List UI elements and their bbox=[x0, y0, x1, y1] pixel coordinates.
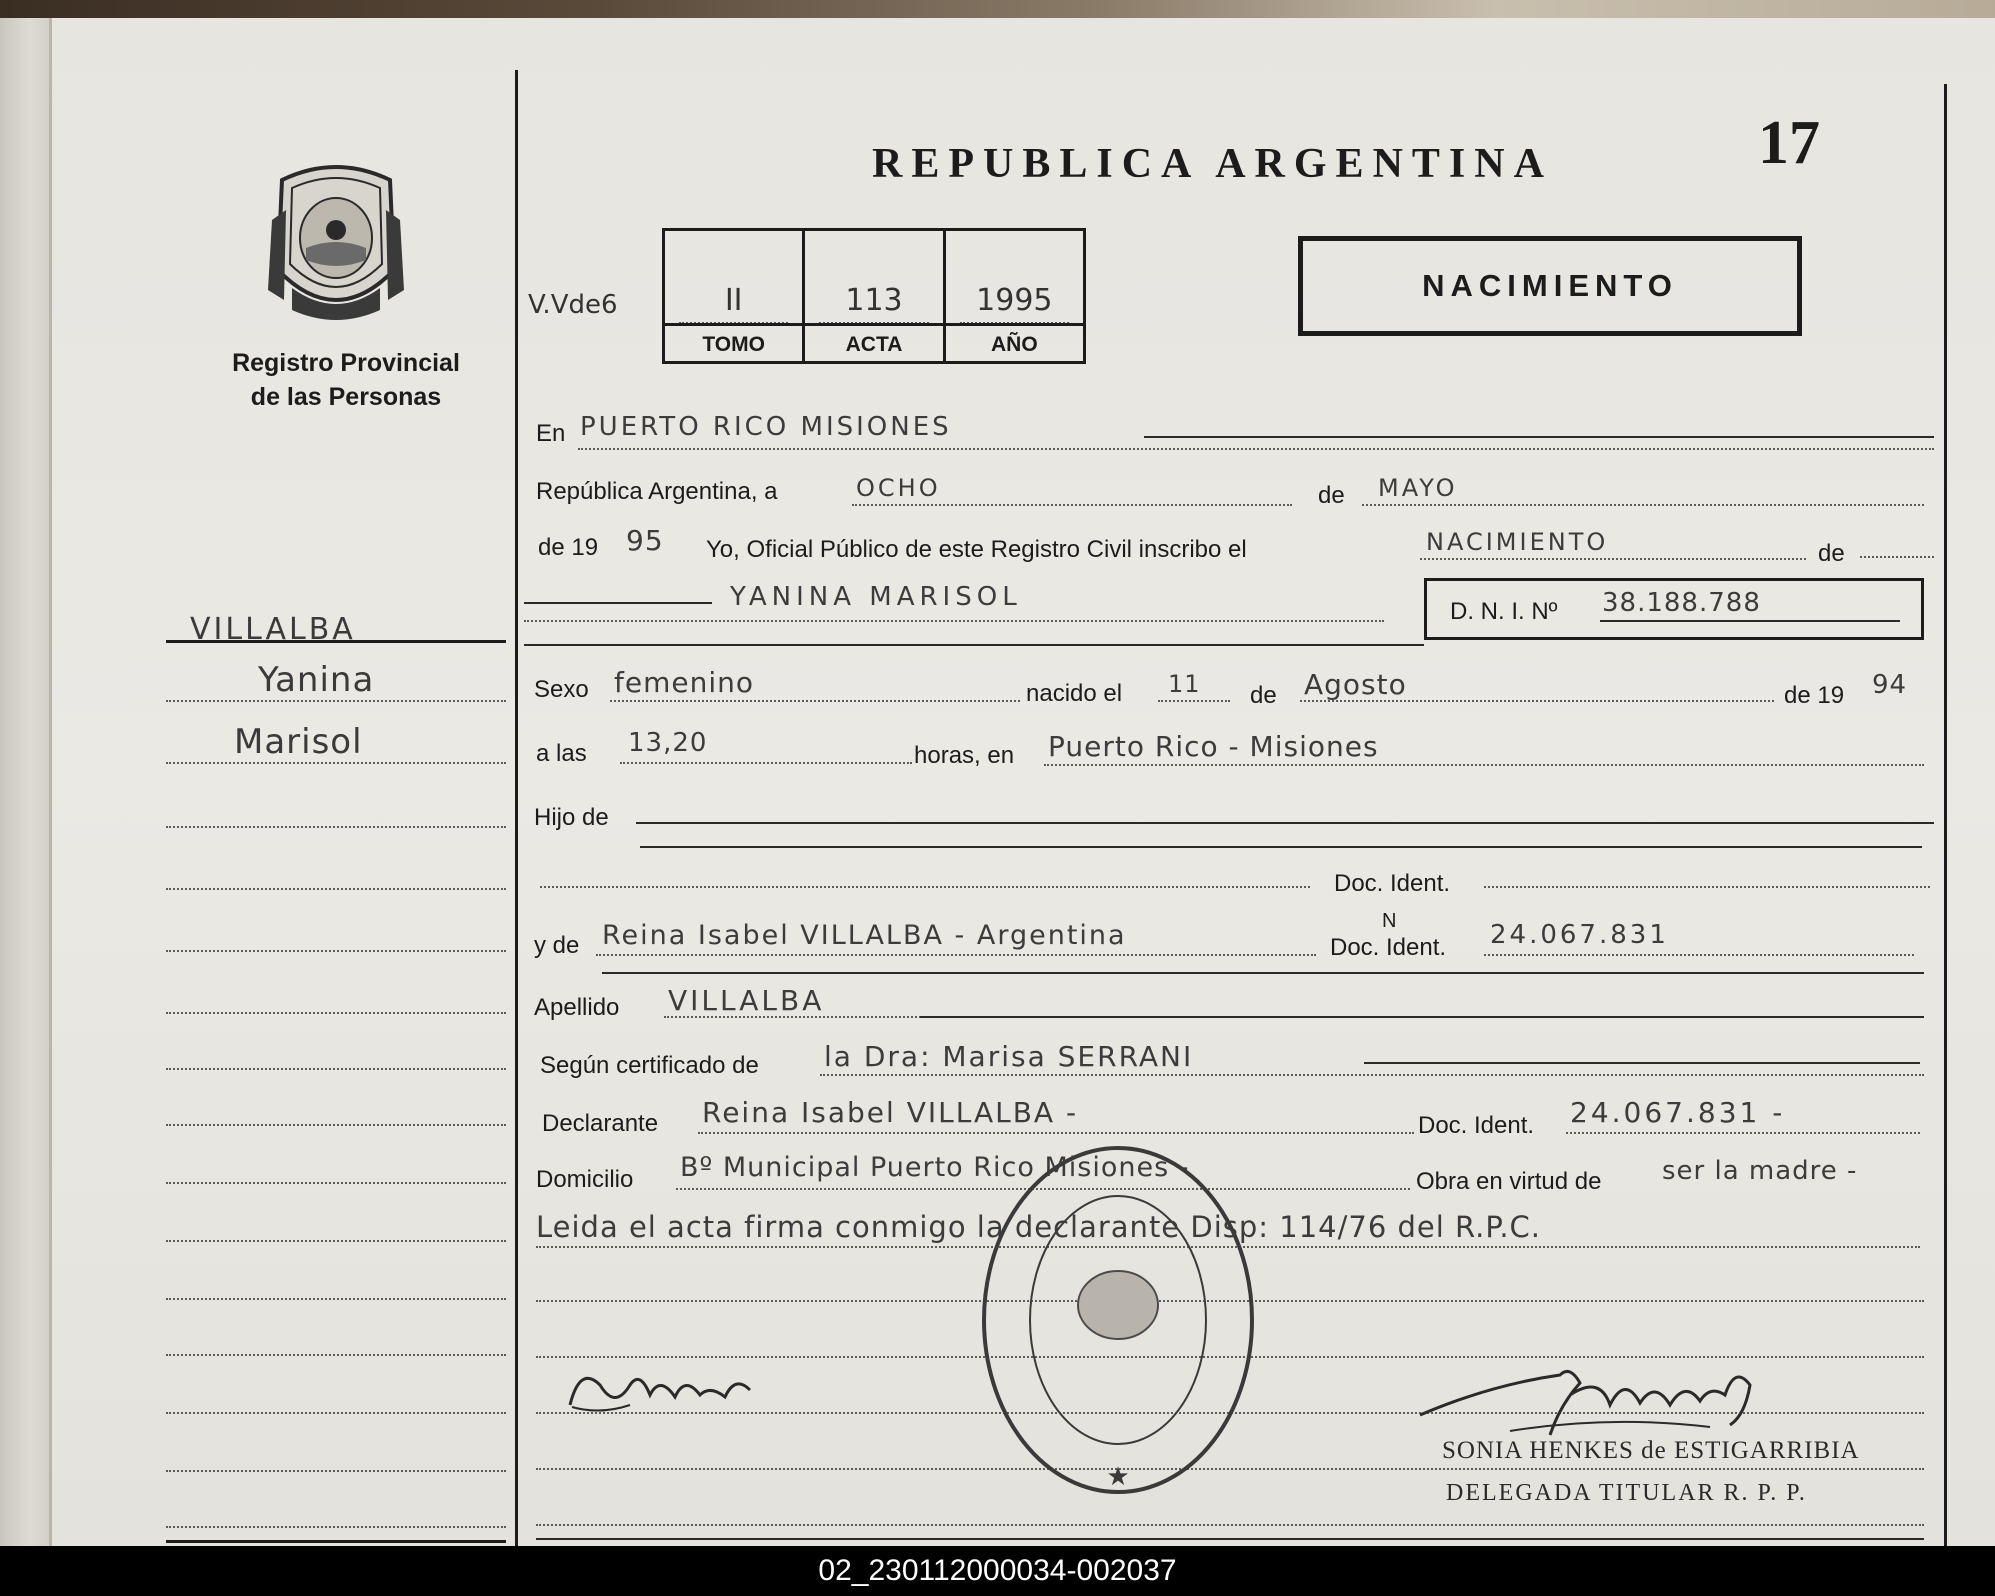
line bbox=[536, 1538, 1924, 1540]
place-value: PUERTO RICO MISIONES bbox=[580, 412, 952, 442]
declarant-signature bbox=[560, 1355, 760, 1430]
domicilio-value: Bº Municipal Puerto Rico Misiones - bbox=[680, 1152, 1190, 1183]
nacido-label: nacido el bbox=[1026, 680, 1123, 707]
birth-time: 13,20 bbox=[628, 728, 708, 758]
ano-value: 1995 bbox=[946, 283, 1083, 318]
de-label: de bbox=[1318, 482, 1345, 509]
registry-name-line2: de las Personas bbox=[250, 383, 442, 411]
declarante-label: Declarante bbox=[542, 1110, 659, 1137]
line bbox=[1044, 764, 1924, 766]
year-prefix: de 19 bbox=[538, 534, 599, 561]
line bbox=[1420, 558, 1806, 560]
declarante-value: Reina Isabel VILLALBA - bbox=[702, 1096, 1079, 1129]
republica-label: República Argentina, a bbox=[536, 478, 778, 505]
official-name: SONIA HENKES de ESTIGARRIBIA bbox=[1442, 1437, 1860, 1464]
line bbox=[610, 700, 1020, 702]
line bbox=[1566, 1132, 1920, 1134]
en-label: En bbox=[536, 420, 566, 447]
line bbox=[1600, 620, 1900, 622]
doc-ident-label: Doc. Ident. bbox=[1334, 870, 1451, 897]
line bbox=[640, 846, 1922, 848]
line bbox=[536, 1524, 1924, 1526]
obra-label: Obra en virtud de bbox=[1416, 1168, 1602, 1195]
margin-line bbox=[166, 1124, 506, 1126]
margin-line bbox=[166, 1540, 506, 1543]
right-border bbox=[1944, 84, 1947, 1546]
alas-label: a las bbox=[536, 740, 587, 767]
margin-line bbox=[166, 826, 506, 828]
line bbox=[1364, 1062, 1920, 1064]
margin-line bbox=[166, 950, 506, 952]
de-label2: de bbox=[1818, 540, 1845, 567]
page-binding-edge bbox=[0, 18, 52, 1546]
country-title: REPUBLICA ARGENTINA bbox=[872, 141, 1553, 187]
birth-place: Puerto Rico - Misiones bbox=[1048, 730, 1379, 763]
tomo-label: TOMO bbox=[665, 323, 802, 361]
line bbox=[578, 448, 1934, 450]
margin-line bbox=[166, 700, 506, 702]
line bbox=[1484, 886, 1930, 888]
mother-doc: 24.067.831 bbox=[1490, 920, 1669, 950]
line bbox=[524, 602, 712, 604]
child-name: YANINA MARISOL bbox=[730, 582, 1022, 612]
birth-year-suffix: 94 bbox=[1872, 670, 1908, 700]
margin-first-name: Yanina bbox=[258, 660, 375, 700]
registry-name bbox=[196, 346, 496, 414]
apellido-value: VILLALBA bbox=[668, 984, 825, 1017]
line bbox=[1484, 954, 1914, 956]
tomo-value: II bbox=[665, 283, 802, 318]
margin-line bbox=[166, 888, 506, 890]
line bbox=[1158, 700, 1230, 702]
line bbox=[852, 504, 1292, 506]
line bbox=[1300, 700, 1774, 702]
hijo-label: Hijo de bbox=[534, 804, 609, 831]
margin-surname: VILLALBA bbox=[190, 612, 356, 647]
horas-label: horas, en bbox=[914, 742, 1015, 769]
margin-line bbox=[166, 1470, 506, 1472]
line bbox=[1362, 504, 1924, 506]
doc-ident-label3: Doc. Ident. bbox=[1418, 1112, 1535, 1139]
oficial-text: Yo, Oficial Público de este Registro Civil inscribo el bbox=[706, 536, 1247, 563]
de-label3: de bbox=[1250, 682, 1277, 709]
line bbox=[636, 822, 1934, 824]
line bbox=[524, 644, 1424, 646]
record-box bbox=[662, 228, 1086, 364]
line bbox=[820, 1074, 1924, 1076]
acta-label: ACTA bbox=[805, 323, 942, 361]
yde-label: y de bbox=[534, 932, 580, 959]
margin-line bbox=[166, 762, 506, 764]
margin-line bbox=[166, 1068, 506, 1070]
sexo-label: Sexo bbox=[534, 676, 589, 703]
line bbox=[602, 972, 1924, 974]
margin-line bbox=[166, 1182, 506, 1184]
line bbox=[620, 762, 912, 764]
margin-line bbox=[166, 1012, 506, 1014]
tomo-cell bbox=[665, 231, 805, 361]
event-value: NACIMIENTO bbox=[1426, 528, 1609, 556]
dni-label: D. N. I. Nº bbox=[1450, 598, 1558, 625]
margin-divider bbox=[515, 70, 518, 1546]
doc-superscript: N bbox=[1382, 910, 1397, 932]
image-id-caption: 02_230112000034-002037 bbox=[818, 1554, 1177, 1587]
doc-ident-label2: Doc. Ident. bbox=[1330, 934, 1447, 961]
line bbox=[698, 1132, 1414, 1134]
acta-cell bbox=[805, 231, 945, 361]
margin-line bbox=[166, 1240, 506, 1242]
line bbox=[596, 954, 1316, 956]
acta-value: 113 bbox=[805, 283, 942, 318]
declarante-doc: 24.067.831 - bbox=[1570, 1096, 1786, 1129]
certificado-value: la Dra: Marisa SERRANI bbox=[824, 1040, 1194, 1073]
svg-text:★: ★ bbox=[1106, 1462, 1130, 1492]
misiones-seal bbox=[262, 160, 410, 320]
segun-label: Según certificado de bbox=[540, 1052, 759, 1079]
dni-value: 38.188.788 bbox=[1602, 588, 1761, 618]
day-value: OCHO bbox=[856, 474, 941, 502]
domicilio-label: Domicilio bbox=[536, 1166, 634, 1193]
line bbox=[1144, 436, 1934, 438]
ano-label: AÑO bbox=[946, 323, 1083, 361]
official-signature bbox=[1410, 1355, 1790, 1450]
line bbox=[540, 886, 1310, 888]
birth-month: Agosto bbox=[1304, 668, 1407, 701]
margin-line bbox=[166, 1298, 506, 1300]
margin-line bbox=[166, 1354, 506, 1356]
official-title: DELEGADA TITULAR R. P. P. bbox=[1446, 1480, 1807, 1506]
line bbox=[920, 1016, 1924, 1018]
mother-value: Reina Isabel VILLALBA - Argentina bbox=[602, 920, 1127, 951]
birth-year-prefix: de 19 bbox=[1784, 682, 1845, 709]
ano-cell bbox=[946, 231, 1083, 361]
line bbox=[1860, 556, 1934, 558]
leida-value: Leida el acta firma conmigo la declarante Disp: 114/76 del R.P.C. bbox=[536, 1210, 1542, 1244]
page-number: 17 bbox=[1758, 109, 1820, 177]
apellido-label: Apellido bbox=[534, 994, 620, 1021]
year-suffix: 95 bbox=[626, 524, 664, 557]
annotation: V.Vde6 bbox=[528, 290, 618, 320]
official-stamp bbox=[976, 1135, 1260, 1505]
line bbox=[664, 1016, 924, 1018]
margin-line bbox=[166, 1412, 506, 1414]
obra-value: ser la madre - bbox=[1662, 1156, 1858, 1186]
sexo-value: femenino bbox=[614, 666, 754, 699]
line bbox=[524, 620, 1384, 622]
margin-line bbox=[166, 1526, 506, 1528]
birth-day: 11 bbox=[1168, 670, 1201, 698]
registry-name-line1: Registro Provincial bbox=[232, 349, 460, 377]
act-type-box: NACIMIENTO bbox=[1298, 236, 1802, 336]
margin-middle-name: Marisol bbox=[234, 722, 363, 762]
month-value: MAYO bbox=[1378, 474, 1458, 502]
